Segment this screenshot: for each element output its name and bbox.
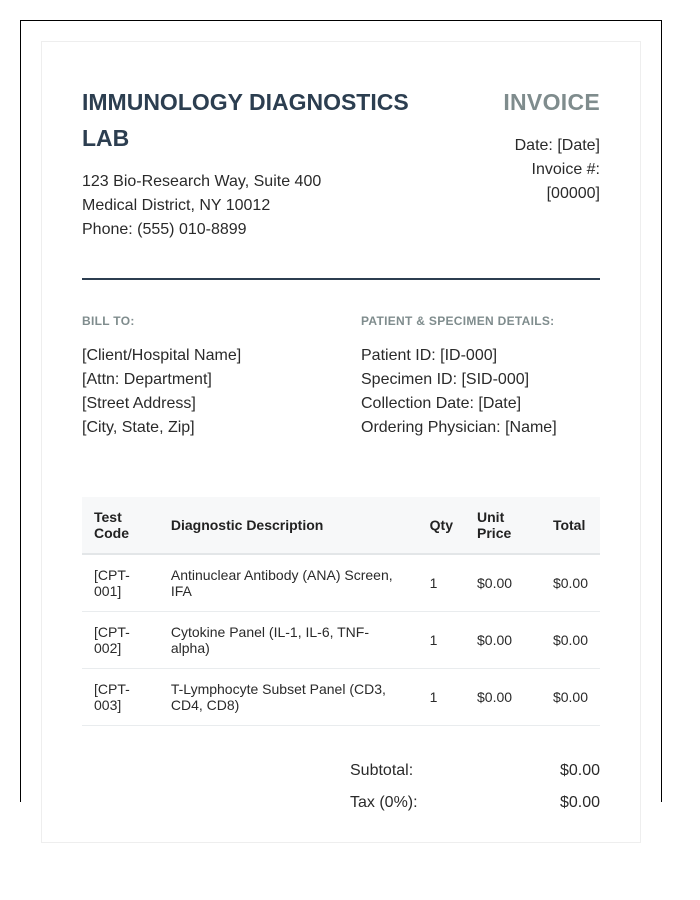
lab-address (82, 170, 321, 242)
cell-test-code: [CPT-003] (82, 669, 159, 726)
ordering-physician: Ordering Physician: [Name] (361, 419, 557, 436)
header-total: Total (541, 497, 600, 554)
cell-description: Antinuclear Antibody (ANA) Screen, IFA (159, 554, 418, 612)
patient-details-block (361, 344, 557, 440)
invoice-sheet (41, 41, 641, 843)
cell-test-code: [CPT-001] (82, 554, 159, 612)
patient-details-label: PATIENT & SPECIMEN DETAILS: (361, 314, 555, 328)
document-viewport (20, 20, 662, 811)
cell-description: Cytokine Panel (IL-1, IL-6, TNF-alpha) (159, 612, 418, 669)
tax-value: $0.00 (559, 794, 600, 811)
bill-to-line: [City, State, Zip] (82, 419, 195, 436)
header-test-code: Test Code (82, 497, 159, 554)
header-unit-price: Unit Price (465, 497, 541, 554)
header-divider (82, 278, 600, 280)
subtotal-value: $0.00 (559, 762, 600, 779)
header-description: Diagnostic Description (159, 497, 418, 554)
lab-address-line: Medical District, NY 10012 (82, 197, 271, 214)
cell-qty: 1 (418, 554, 465, 612)
patient-id: Patient ID: [ID-000] (361, 347, 498, 364)
cell-unit-price: $0.00 (465, 612, 541, 669)
lab-address-line: 123 Bio-Research Way, Suite 400 (82, 173, 322, 190)
cell-total: $0.00 (541, 669, 600, 726)
cell-description: T-Lymphocyte Subset Panel (CD3, CD4, CD8) (159, 669, 418, 726)
invoice-title: INVOICE (503, 89, 600, 115)
invoice-date: Date: [Date] (514, 137, 600, 154)
subtotal-label: Subtotal: (350, 762, 414, 779)
cell-unit-price: $0.00 (465, 669, 541, 726)
cell-total: $0.00 (541, 612, 600, 669)
cell-unit-price: $0.00 (465, 554, 541, 612)
collection-date: Collection Date: [Date] (361, 395, 522, 412)
bill-to-line: [Attn: Department] (82, 371, 212, 388)
table-row (82, 554, 600, 612)
cell-total: $0.00 (541, 554, 600, 612)
bill-to-label: BILL TO: (82, 314, 135, 328)
lab-phone: Phone: (555) 010-8899 (82, 221, 247, 238)
table-row (82, 669, 600, 726)
table-row (82, 612, 600, 669)
bill-to-line: [Client/Hospital Name] (82, 347, 242, 364)
bill-to-line: [Street Address] (82, 395, 196, 412)
cell-qty: 1 (418, 669, 465, 726)
invoice-number-label: Invoice #: (531, 161, 600, 178)
line-items-table (82, 497, 600, 726)
lab-name: IMMUNOLOGY DIAGNOSTICS LAB (82, 89, 409, 151)
tax-label: Tax (0%): (350, 794, 418, 811)
specimen-id: Specimen ID: [SID-000] (361, 371, 530, 388)
cell-qty: 1 (418, 612, 465, 669)
cell-test-code: [CPT-002] (82, 612, 159, 669)
table-header-row (82, 497, 600, 554)
bill-to-block (82, 344, 241, 440)
invoice-number-value: [00000] (546, 185, 600, 202)
invoice-meta (460, 134, 600, 206)
header-qty: Qty (418, 497, 465, 554)
